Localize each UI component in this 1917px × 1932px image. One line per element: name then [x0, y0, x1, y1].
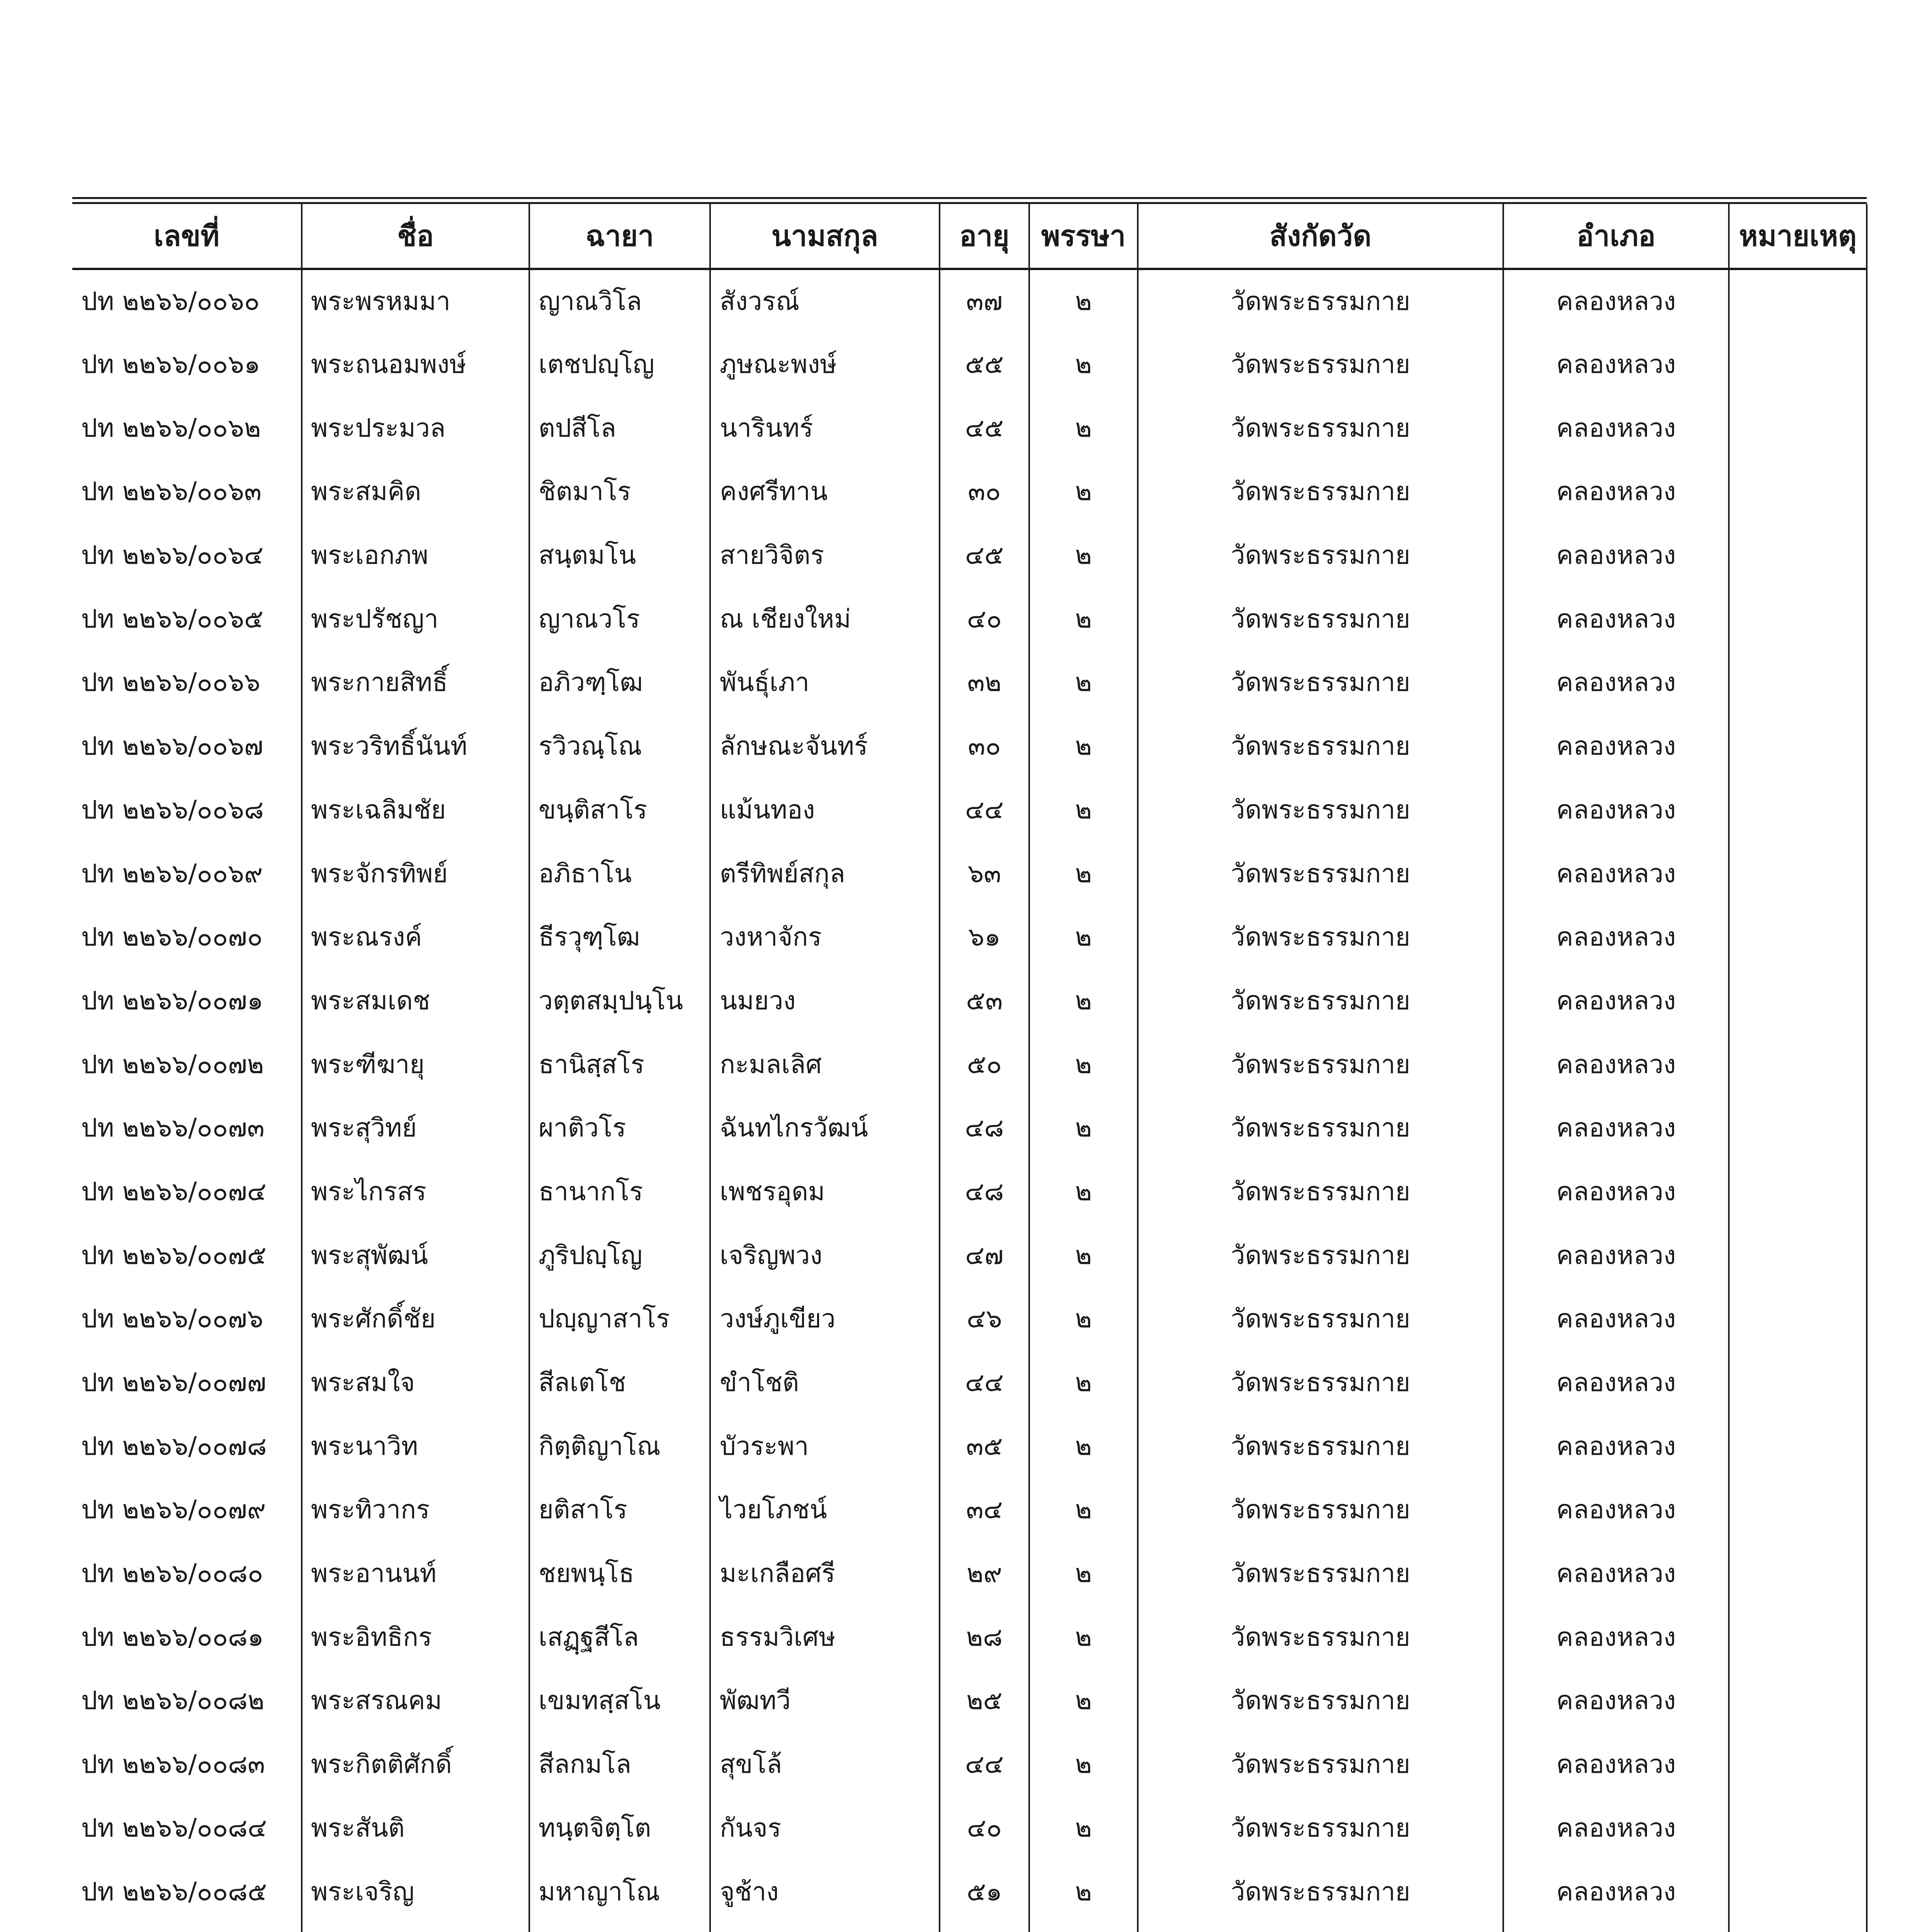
cell-remarks — [1729, 1096, 1867, 1160]
cell-age: ๕๐ — [940, 1032, 1029, 1096]
cell-registration-number: ปท ๒๒๖๖/๐๐๖๙ — [81, 858, 263, 888]
cell-pansa: ๒ — [1029, 969, 1138, 1033]
cell-name: พระนาวิท — [302, 1414, 529, 1478]
cell-registration-number: ปท ๒๒๖๖/๐๐๗๖ — [81, 1304, 263, 1334]
cell-temple: วัดพระธรรมกาย — [1138, 269, 1503, 333]
cell-remarks — [1729, 1287, 1867, 1351]
cell-age: ๒๘ — [940, 1605, 1029, 1669]
cell-remarks — [1729, 1160, 1867, 1224]
cell-registration-number: ปท ๒๒๖๖/๐๐๖๔ — [81, 540, 263, 570]
cell-temple: วัดพระธรรมกาย — [1138, 1478, 1503, 1542]
cell-remarks — [1729, 1605, 1867, 1669]
cell-remarks — [1729, 905, 1867, 969]
cell-monastic-name: สีลเตโช — [529, 1351, 710, 1415]
cell-surname: มะเกลือศรี — [710, 1542, 940, 1605]
cell-remarks — [1729, 460, 1867, 524]
cell-temple: วัดพระธรรมกาย — [1138, 1669, 1503, 1733]
cell-temple: วัดพระธรรมกาย — [1138, 1223, 1503, 1287]
cell-district: คลองหลวง — [1503, 333, 1729, 396]
cell-name: พระสรณคม — [302, 1669, 529, 1733]
monk-roster-table — [72, 204, 1868, 1932]
cell-district: คลองหลวง — [1503, 1096, 1729, 1160]
table-row — [72, 1733, 1867, 1796]
table-row — [72, 1796, 1867, 1860]
cell-registration-number: ปท ๒๒๖๖/๐๐๗๑ — [81, 985, 263, 1015]
cell-registration-number: ปท ๒๒๖๖/๐๐๗๙ — [81, 1495, 266, 1525]
cell-registration-number: ปท ๒๒๖๖/๐๐๘๓ — [81, 1749, 265, 1779]
cell-monastic-name: ญาณวิโล — [529, 269, 710, 333]
cell-surname: ภูษณะพงษ์ — [710, 333, 940, 396]
cell-district: คลองหลวง — [1503, 1351, 1729, 1415]
cell-name: พระกายสิทธิ์ — [302, 651, 529, 714]
cell-remarks — [1729, 714, 1867, 778]
cell-age: ๕๑ — [940, 1860, 1029, 1923]
cell-pansa: ๒ — [1029, 333, 1138, 396]
cell-pansa: ๒ — [1029, 587, 1138, 651]
cell-name — [302, 1923, 529, 1932]
cell-surname: สายวิจิตร — [710, 524, 940, 587]
cell-district: คลองหลวง — [1503, 1860, 1729, 1923]
cell-surname: ไวยโภชน์ — [710, 1478, 940, 1542]
cell-registration-number: ปท ๒๒๖๖/๐๐๖๐ — [81, 286, 260, 316]
cell-registration-number: ปท ๒๒๖๖/๐๐๘๑ — [81, 1622, 264, 1652]
cell-temple: วัดพระธรรมกาย — [1138, 1860, 1503, 1923]
cell-district: คลองหลวง — [1503, 1733, 1729, 1796]
cell-name: พระเอกภพ — [302, 524, 529, 587]
cell-age: ๓๐ — [940, 460, 1029, 524]
cell-pansa: ๒ — [1029, 1860, 1138, 1923]
cell-district: คลองหลวง — [1503, 1287, 1729, 1351]
cell-surname: กะมลเลิศ — [710, 1032, 940, 1096]
table-row — [72, 1860, 1867, 1923]
cell-pansa: ๒ — [1029, 1605, 1138, 1669]
cell-name: พระอิทธิกร — [302, 1605, 529, 1669]
cell-pansa: ๒ — [1029, 396, 1138, 460]
header-name: ชื่อ — [302, 204, 529, 269]
cell-temple — [1138, 1923, 1503, 1932]
cell-temple: วัดพระธรรมกาย — [1138, 1287, 1503, 1351]
cell-monastic-name: ผาติวโร — [529, 1096, 710, 1160]
header-registration-number: เลขที่ — [72, 204, 302, 269]
cell-pansa: ๒ — [1029, 905, 1138, 969]
cell-monastic-name: เสฏฺฐสีโล — [529, 1605, 710, 1669]
cell-surname: ลักษณะจันทร์ — [710, 714, 940, 778]
cell-remarks — [1729, 1032, 1867, 1096]
cell-age: ๔๘ — [940, 1160, 1029, 1224]
cell-age: ๖๓ — [940, 842, 1029, 905]
cell-remarks — [1729, 778, 1867, 842]
header-row — [72, 204, 1867, 269]
cell-pansa: ๒ — [1029, 524, 1138, 587]
cell-remarks — [1729, 269, 1867, 333]
cell-surname: กันจร — [710, 1796, 940, 1860]
cell-district: คลองหลวง — [1503, 1223, 1729, 1287]
cell-name: พระณรงค์ — [302, 905, 529, 969]
cell-age: ๖๑ — [940, 905, 1029, 969]
cell-monastic-name: ธานิสฺสโร — [529, 1032, 710, 1096]
cell-remarks — [1729, 396, 1867, 460]
cell-pansa: ๒ — [1029, 269, 1138, 333]
cell-remarks — [1729, 1223, 1867, 1287]
cell-temple: วัดพระธรรมกาย — [1138, 1032, 1503, 1096]
cell-name: พระกิตติศักดิ์ — [302, 1733, 529, 1796]
cell-district: คลองหลวง — [1503, 1605, 1729, 1669]
cell-remarks — [1729, 1351, 1867, 1415]
cell-registration-number: ปท ๒๒๖๖/๐๐๘๒ — [81, 1685, 265, 1716]
cell-surname: นารินทร์ — [710, 396, 940, 460]
cell-name: พระสุวิทย์ — [302, 1096, 529, 1160]
cell-name: พระทิวากร — [302, 1478, 529, 1542]
cell-pansa: ๒ — [1029, 842, 1138, 905]
table-row — [72, 905, 1867, 969]
cell-registration-number: ปท ๒๒๖๖/๐๐๖๖ — [81, 667, 260, 697]
cell-pansa: ๒ — [1029, 1351, 1138, 1415]
cell-pansa: ๒ — [1029, 1287, 1138, 1351]
cell-age: ๔๔ — [940, 1351, 1029, 1415]
cell-age: ๔๐ — [940, 587, 1029, 651]
cell-remarks — [1729, 1542, 1867, 1605]
table-row — [72, 842, 1867, 905]
cell-registration-number: ปท ๒๒๖๖/๐๐๘๕ — [81, 1876, 267, 1906]
cell-registration-number: ปท ๒๒๖๖/๐๐๖๓ — [81, 476, 262, 507]
cell-remarks — [1729, 1669, 1867, 1733]
cell-surname — [710, 1923, 940, 1932]
header-district: อำเภอ — [1503, 204, 1729, 269]
cell-monastic-name: กิตฺติญาโณ — [529, 1414, 710, 1478]
cell-temple: วัดพระธรรมกาย — [1138, 587, 1503, 651]
cell-surname: เพชรอุดม — [710, 1160, 940, 1224]
cell-age: ๓๔ — [940, 1478, 1029, 1542]
cell-surname: ณ เชียงใหม่ — [710, 587, 940, 651]
cell-monastic-name: เขมทสฺสโน — [529, 1669, 710, 1733]
cell-registration-number: ปท ๒๒๖๖/๐๐๖๒ — [81, 413, 261, 443]
cell-monastic-name: ขนฺติสาโร — [529, 778, 710, 842]
cell-surname: บัวระพา — [710, 1414, 940, 1478]
cell-registration-number: ปท ๒๒๖๖/๐๐๗๐ — [81, 922, 263, 952]
cell-monastic-name — [529, 1923, 710, 1932]
cell-district: คลองหลวง — [1503, 842, 1729, 905]
cell-district: คลองหลวง — [1503, 1796, 1729, 1860]
table-row — [72, 651, 1867, 714]
cell-pansa: ๒ — [1029, 1669, 1138, 1733]
cell-temple: วัดพระธรรมกาย — [1138, 969, 1503, 1033]
cell-remarks — [1729, 333, 1867, 396]
cell-remarks — [1729, 1414, 1867, 1478]
cell-temple: วัดพระธรรมกาย — [1138, 905, 1503, 969]
cell-temple: วัดพระธรรมกาย — [1138, 1796, 1503, 1860]
cell-pansa: ๒ — [1029, 1223, 1138, 1287]
cell-surname: เจริญพวง — [710, 1223, 940, 1287]
cell-age: ๔๐ — [940, 1796, 1029, 1860]
cell-temple: วัดพระธรรมกาย — [1138, 396, 1503, 460]
cell-age: ๔๗ — [940, 1223, 1029, 1287]
cell-remarks — [1729, 1923, 1867, 1932]
cell-registration-number: ปท ๒๒๖๖/๐๐๖๕ — [81, 604, 263, 634]
table-row — [72, 333, 1867, 396]
cell-registration-number: ปท ๒๒๖๖/๐๐๖๑ — [81, 349, 260, 379]
header-pansa: พรรษา — [1029, 204, 1138, 269]
table-header — [72, 204, 1867, 269]
cell-name: พระพรหมมา — [302, 269, 529, 333]
table-row — [72, 587, 1867, 651]
cell-monastic-name: รวิวณฺโณ — [529, 714, 710, 778]
cell-surname: วงษ์ภูเขียว — [710, 1287, 940, 1351]
cell-monastic-name: มหาญาโณ — [529, 1860, 710, 1923]
cell-district: คลองหลวง — [1503, 905, 1729, 969]
cell-temple: วัดพระธรรมกาย — [1138, 1414, 1503, 1478]
cell-registration-number: ปท ๒๒๖๖/๐๐๗๗ — [81, 1367, 267, 1398]
cell-temple: วัดพระธรรมกาย — [1138, 333, 1503, 396]
cell-monastic-name: สนฺตมโน — [529, 524, 710, 587]
cell-remarks — [1729, 969, 1867, 1033]
cell-district: คลองหลวง — [1503, 587, 1729, 651]
cell-age: ๔๔ — [940, 778, 1029, 842]
cell-age: ๔๘ — [940, 1096, 1029, 1160]
cell-district: คลองหลวง — [1503, 524, 1729, 587]
table-row — [72, 1478, 1867, 1542]
cell-registration-number: ปท ๒๒๖๖/๐๐๗๓ — [81, 1113, 265, 1143]
cell-age: ๓๐ — [940, 714, 1029, 778]
table-row — [72, 778, 1867, 842]
cell-name: พระจักรทิพย์ — [302, 842, 529, 905]
cell-surname: วงหาจักร — [710, 905, 940, 969]
table-row — [72, 1032, 1867, 1096]
cell-pansa: ๒ — [1029, 778, 1138, 842]
cell-surname: ธรรมวิเศษ — [710, 1605, 940, 1669]
cell-district: คลองหลวง — [1503, 1542, 1729, 1605]
table-row — [72, 1605, 1867, 1669]
cell-surname: ฉันทไกรวัฒน์ — [710, 1096, 940, 1160]
cell-registration-number: ปท ๒๒๖๖/๐๐๗๔ — [81, 1176, 267, 1206]
table-row — [72, 524, 1867, 587]
cell-name: พระสมใจ — [302, 1351, 529, 1415]
table-row — [72, 1287, 1867, 1351]
cell-district: คลองหลวง — [1503, 714, 1729, 778]
cell-monastic-name: ภูริปญฺโญ — [529, 1223, 710, 1287]
cell-registration-number: ปท ๒๒๖๖/๐๐๘๐ — [81, 1558, 263, 1588]
cell-temple: วัดพระธรรมกาย — [1138, 1160, 1503, 1224]
cell-surname: ขำโชติ — [710, 1351, 940, 1415]
cell-name: พระสุพัฒน์ — [302, 1223, 529, 1287]
cell-monastic-name: เตชปญฺโญ — [529, 333, 710, 396]
cell-district: คลองหลวง — [1503, 969, 1729, 1033]
cell-remarks — [1729, 1796, 1867, 1860]
cell-surname: พัฒทวี — [710, 1669, 940, 1733]
cell-age: ๒๕ — [940, 1669, 1029, 1733]
cell-district: คลองหลวง — [1503, 396, 1729, 460]
cell-temple: วัดพระธรรมกาย — [1138, 714, 1503, 778]
cell-district: คลองหลวง — [1503, 1032, 1729, 1096]
table-row — [72, 1414, 1867, 1478]
cell-registration-number: ปท ๒๒๖๖/๐๐๖๘ — [81, 794, 264, 825]
cell-registration-number: ปท ๒๒๖๖/๐๐๗๘ — [81, 1431, 267, 1461]
table-row — [72, 1669, 1867, 1733]
cell-remarks — [1729, 587, 1867, 651]
cell-remarks — [1729, 842, 1867, 905]
cell-temple: วัดพระธรรมกาย — [1138, 1096, 1503, 1160]
cell-name: พระไกรสร — [302, 1160, 529, 1224]
cell-age: ๔๖ — [940, 1287, 1029, 1351]
cell-monastic-name: ธีรวุฑฺโฒ — [529, 905, 710, 969]
cell-district: คลองหลวง — [1503, 778, 1729, 842]
cell-pansa: ๒ — [1029, 651, 1138, 714]
table-body — [72, 269, 1867, 1932]
table-row — [72, 460, 1867, 524]
cell-registration-number: ปท ๒๒๖๖/๐๐๗๒ — [81, 1049, 264, 1079]
cell-pansa: ๒ — [1029, 1733, 1138, 1796]
cell-name: พระศักดิ์ชัย — [302, 1287, 529, 1351]
cell-monastic-name: ญาณวโร — [529, 587, 710, 651]
cell-monastic-name: ธานากโร — [529, 1160, 710, 1224]
cell-district: คลองหลวง — [1503, 269, 1729, 333]
cell-pansa: ๒ — [1029, 1478, 1138, 1542]
cell-age: ๔๕ — [940, 524, 1029, 587]
header-surname: นามสกุล — [710, 204, 940, 269]
cell-registration-number: ปท ๒๒๖๖/๐๐๖๗ — [81, 731, 263, 761]
cell-registration-number: ปท ๒๒๖๖/๐๐๗๕ — [81, 1240, 267, 1270]
cell-surname: นมยวง — [710, 969, 940, 1033]
cell-name: พระฑีฆายุ — [302, 1032, 529, 1096]
table-row — [72, 1542, 1867, 1605]
cell-registration-number — [72, 1923, 302, 1932]
cell-registration-number: ปท ๒๒๖๖/๐๐๘๔ — [81, 1813, 267, 1843]
header-temple: สังกัดวัด — [1138, 204, 1503, 269]
cell-monastic-name: ตปสีโล — [529, 396, 710, 460]
cell-remarks — [1729, 1478, 1867, 1542]
cell-age: ๔๕ — [940, 396, 1029, 460]
cell-surname: ตรีทิพย์สกุล — [710, 842, 940, 905]
cell-pansa: ๒ — [1029, 1542, 1138, 1605]
cell-pansa — [1029, 1923, 1138, 1932]
cell-name: พระอานนท์ — [302, 1542, 529, 1605]
cell-name: พระเฉลิมชัย — [302, 778, 529, 842]
cell-name: พระถนอมพงษ์ — [302, 333, 529, 396]
table-row — [72, 269, 1867, 333]
table-row — [72, 1223, 1867, 1287]
cell-surname: สังวรณ์ — [710, 269, 940, 333]
cell-remarks — [1729, 1860, 1867, 1923]
cell-monastic-name: ชยพนฺโธ — [529, 1542, 710, 1605]
cell-temple: วัดพระธรรมกาย — [1138, 1542, 1503, 1605]
cell-age: ๕๓ — [940, 969, 1029, 1033]
cell-remarks — [1729, 1733, 1867, 1796]
cell-monastic-name: อภิธาโน — [529, 842, 710, 905]
cell-temple: วัดพระธรรมกาย — [1138, 524, 1503, 587]
cell-district — [1503, 1923, 1729, 1932]
cell-pansa: ๒ — [1029, 1796, 1138, 1860]
cell-district: คลองหลวง — [1503, 1478, 1729, 1542]
cell-pansa: ๒ — [1029, 1096, 1138, 1160]
cell-surname: คงศรีทาน — [710, 460, 940, 524]
cell-monastic-name: ชิตมาโร — [529, 460, 710, 524]
cell-name: พระประมวล — [302, 396, 529, 460]
table-row — [72, 969, 1867, 1033]
cell-district: คลองหลวง — [1503, 1669, 1729, 1733]
cell-district: คลองหลวง — [1503, 460, 1729, 524]
cell-temple: วัดพระธรรมกาย — [1138, 651, 1503, 714]
cell-district: คลองหลวง — [1503, 1414, 1729, 1478]
cell-name: พระเจริญ — [302, 1860, 529, 1923]
cell-monastic-name: ปญฺญาสาโร — [529, 1287, 710, 1351]
cell-surname: จูช้าง — [710, 1860, 940, 1923]
cell-remarks — [1729, 524, 1867, 587]
cell-pansa: ๒ — [1029, 714, 1138, 778]
table-row — [72, 1160, 1867, 1224]
cell-age: ๓๕ — [940, 1414, 1029, 1478]
cell-name: พระปรัชญา — [302, 587, 529, 651]
cell-temple: วัดพระธรรมกาย — [1138, 778, 1503, 842]
cell-name: พระวริทธิ์นันท์ — [302, 714, 529, 778]
table-row — [72, 714, 1867, 778]
table-row — [72, 1351, 1867, 1415]
cell-surname: สุขโล้ — [710, 1733, 940, 1796]
header-age: อายุ — [940, 204, 1029, 269]
cell-name: พระสมคิด — [302, 460, 529, 524]
cell-age: ๕๕ — [940, 333, 1029, 396]
cell-monastic-name: ทนฺตจิตฺโต — [529, 1796, 710, 1860]
cell-temple: วัดพระธรรมกาย — [1138, 1733, 1503, 1796]
cell-age: ๔๔ — [940, 1733, 1029, 1796]
cell-temple: วัดพระธรรมกาย — [1138, 1605, 1503, 1669]
cell-name: พระสันติ — [302, 1796, 529, 1860]
cell-age — [940, 1923, 1029, 1932]
cell-temple: วัดพระธรรมกาย — [1138, 460, 1503, 524]
cell-temple: วัดพระธรรมกาย — [1138, 842, 1503, 905]
table-row — [72, 396, 1867, 460]
cell-monastic-name: วตฺตสมฺปนฺโน — [529, 969, 710, 1033]
cell-monastic-name: อภิวฑฺโฒ — [529, 651, 710, 714]
cell-pansa: ๒ — [1029, 1032, 1138, 1096]
cell-pansa: ๒ — [1029, 1160, 1138, 1224]
table-top-rule — [72, 197, 1867, 199]
header-remarks: หมายเหตุ — [1729, 204, 1867, 269]
cell-pansa: ๒ — [1029, 1414, 1138, 1478]
cell-name: พระสมเดช — [302, 969, 529, 1033]
cell-temple: วัดพระธรรมกาย — [1138, 1351, 1503, 1415]
cell-monastic-name: ยติสาโร — [529, 1478, 710, 1542]
cell-age: ๒๙ — [940, 1542, 1029, 1605]
header-monastic-name: ฉายา — [529, 204, 710, 269]
cell-pansa: ๒ — [1029, 460, 1138, 524]
cell-district: คลองหลวง — [1503, 651, 1729, 714]
cell-monastic-name: สีลกมโล — [529, 1733, 710, 1796]
cell-age: ๓๗ — [940, 269, 1029, 333]
table-row — [72, 1923, 1867, 1932]
cell-surname: แม้นทอง — [710, 778, 940, 842]
cell-district: คลองหลวง — [1503, 1160, 1729, 1224]
cell-age: ๓๒ — [940, 651, 1029, 714]
cell-surname: พันธุ์เภา — [710, 651, 940, 714]
table-row — [72, 1096, 1867, 1160]
cell-remarks — [1729, 651, 1867, 714]
